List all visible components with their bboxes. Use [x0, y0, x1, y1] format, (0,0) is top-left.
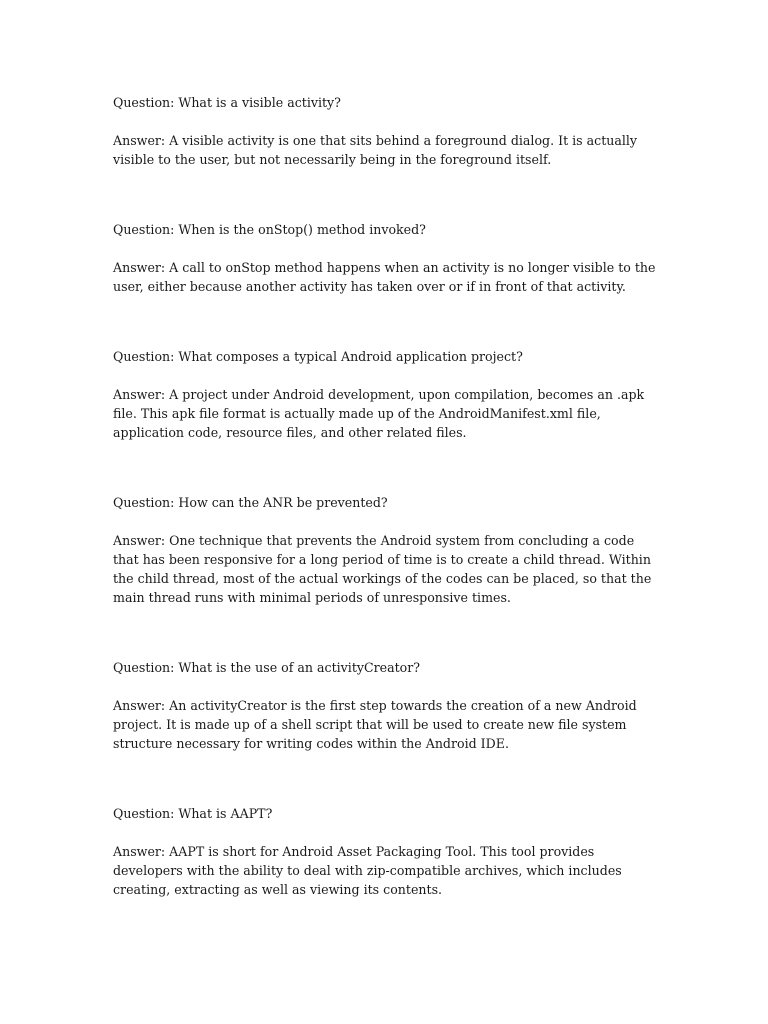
qa-item-onstop-method	[113, 220, 658, 296]
answer-text: Answer: A visible activity is one that sits behind a foreground dialog. It is actually visible to the user, but not necessarily being in the foreground itself.	[113, 133, 638, 167]
question-text: Question: How can the ANR be prevented?	[113, 495, 388, 510]
answer-text: Answer: AAPT is short for Android Asset Packaging Tool. This tool provides developers with the ability to deal with zip-compatible archives, which includes creating, extracting as well as viewing its contents.	[113, 844, 622, 897]
question-text: Question: What composes a typical Android application project?	[113, 349, 523, 364]
question-text: Question: What is a visible activity?	[113, 95, 341, 110]
qa-item-anr-prevention	[113, 493, 658, 607]
qa-item-activitycreator	[113, 658, 658, 753]
qa-list	[113, 93, 658, 899]
qa-item-android-project	[113, 347, 658, 442]
question-text: Question: What is the use of an activityCreator?	[113, 660, 421, 675]
question-text: Question: When is the onStop() method invoked?	[113, 222, 426, 237]
answer-text: Answer: One technique that prevents the Android system from concluding a code that has been responsive for a long period of time is to create a child thread. Within the child thread, most of the actual workings of the codes can be placed, so that the main thread runs with minimal periods of unresponsive times.	[113, 533, 652, 605]
answer-text: Answer: A call to onStop method happens when an activity is no longer visible to the user, either because another activity has taken over or if in front of that activity.	[113, 260, 656, 294]
qa-item-aapt	[113, 804, 658, 899]
question-text: Question: What is AAPT?	[113, 806, 273, 821]
answer-text: Answer: A project under Android development, upon compilation, becomes an .apk file. This apk file format is actually made up of the AndroidManifest.xml file, application code, resource files, and other related files.	[113, 387, 645, 440]
answer-text: Answer: An activityCreator is the first step towards the creation of a new Android project. It is made up of a shell script that will be used to create new file system structure necessary for writing codes within the Android IDE.	[113, 698, 637, 751]
qa-item-visible-activity	[113, 93, 658, 169]
